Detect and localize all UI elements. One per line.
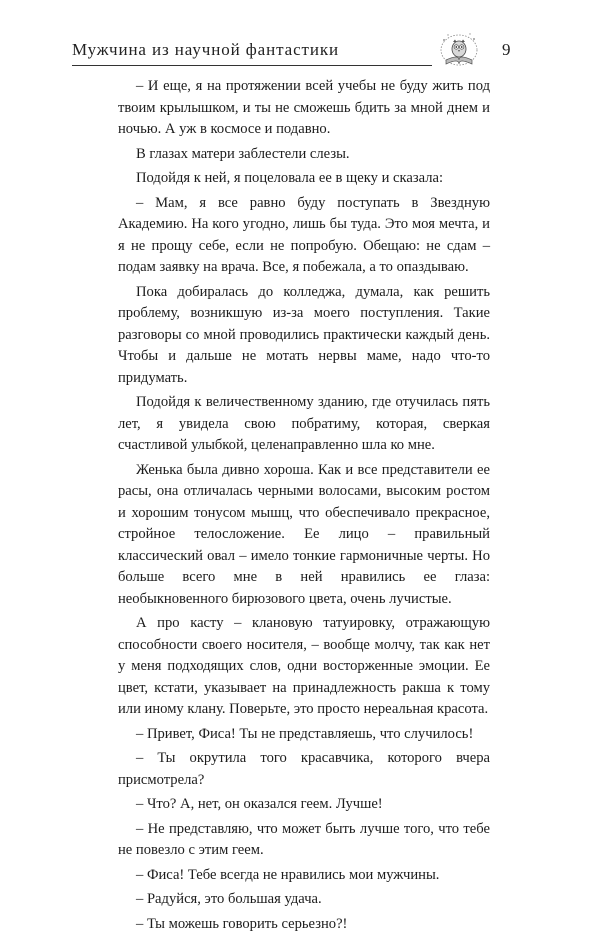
paragraph: Подойдя к величественному зданию, где отучилась пять лет, я увидела свою побратиму, которая, сверкая счастливой улыбкой, целенаправленно шла ко мне. <box>118 392 490 457</box>
header-rule <box>72 65 432 66</box>
dialogue-line: – Ты окрутила того красавчика, которого вчера присмотрела? <box>118 748 490 791</box>
running-header <box>72 34 532 70</box>
dialogue-line: – Радуйся, это большая удача. <box>118 889 490 911</box>
paragraph: – И еще, я на протяжении всей учебы не буду жить под твоим крылышком, и ты не сможешь бдить за мной днем и ночью. А уж в космосе и подавно. <box>118 76 490 141</box>
dialogue-line: – Не представляю, что может быть лучше того, что тебе не повезло с этим геем. <box>118 819 490 862</box>
paragraph: В глазах матери заблестели слезы. <box>118 144 490 166</box>
dialogue-line: – Ты можешь говорить серьезно?! <box>118 914 490 935</box>
paragraph: Пока добиралась до колледжа, думала, как решить проблему, возникшую из-за моего поступления. Такие разговоры со мной проводились практически каждый день. Чтобы и дальше не мотать нервы маме, надо что-то придумать. <box>118 282 490 390</box>
paragraph: А про касту – клановую татуировку, отражающую способности своего носителя, – вообще молчу, так как нет у меня подходящих слов, одни восторженные эмоции. Ее цвет, кстати, указывает на принадлежность ракша к тому или иному клану. Поверьте, это просто нереальная красота. <box>118 613 490 721</box>
paragraph: Подойдя к ней, я поцеловала ее в щеку и сказала: <box>118 168 490 190</box>
paragraph: – Мам, я все равно буду поступать в Звездную Академию. На кого угодно, лишь бы туда. Это моя мечта, и я не прощу себе, если не попробую. Обещаю: не сдам – подам заявку на врача. Все, я побежала, а то опаздываю. <box>118 193 490 279</box>
body-text <box>118 76 490 935</box>
dialogue-line: – Что? А, нет, он оказался геем. Лучше! <box>118 794 490 816</box>
page-number: 9 <box>502 40 511 60</box>
dialogue-line: – Привет, Фиса! Ты не представляешь, что случилось! <box>118 724 490 746</box>
dialogue-line: – Фиса! Тебе всегда не нравились мои мужчины. <box>118 865 490 887</box>
owl-book-emblem-icon <box>436 30 482 68</box>
paragraph: Женька была дивно хороша. Как и все представители ее расы, она отличалась черными волосами, высоким ростом и хорошим тонусом мышц, что обеспечивало прекрасное, стройное телосложение. Ее лицо – правильный классический овал – имело тонкие гармоничные черты. Но больше всего мне в ней нравились ее глаза: необыкновенного бирюзового цвета, очень лучистые. <box>118 460 490 611</box>
running-title: Мужчина из научной фантастики <box>72 40 339 60</box>
